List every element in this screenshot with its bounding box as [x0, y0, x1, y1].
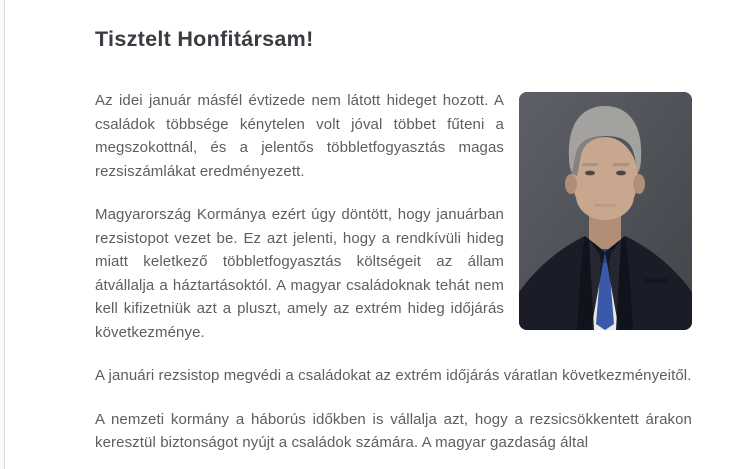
letter-paragraph-2: Magyarország Kormánya ezért úgy döntött, hogy januárban rezsistopot vezet be. Ez azt jelenti, hogy a rendkívüli hideg miatt keletkező többletfogyasztás költségeit az állam átvállalja a háztartásoktól. A magyar családoknak tehát nem kell kifizetniük azt a pluszt, amely az extrém hideg időjárás következménye. [95, 206, 504, 341]
portrait-brow-right [613, 163, 629, 166]
letter-title: Tisztelt Honfitársam! [95, 27, 314, 51]
page-left-border [0, 0, 5, 469]
portrait-eye-left [585, 171, 595, 176]
portrait-photo [519, 92, 692, 330]
portrait-pocket [643, 278, 669, 283]
portrait-illustration [519, 92, 692, 330]
portrait-jaw [576, 172, 634, 220]
portrait-ear-left [565, 174, 577, 194]
portrait-eye-right [616, 171, 626, 176]
letter-paragraph-3: A januári rezsistop megvédi a családokat az extrém időjárás váratlan következményeitől. [95, 367, 692, 384]
letter-paragraph-4: A nemzeti kormány a háborús időkben is vállalja azt, hogy a rezsicsökkentett árakon keresztül biztonságot nyújt a családok számára. A magyar gazdaság által [95, 410, 692, 451]
letter-body [95, 89, 692, 455]
portrait-ear-right [633, 174, 645, 194]
portrait-brow-left [582, 163, 598, 166]
portrait-mouth [594, 204, 616, 207]
letter-paragraph-1: Az idei január másfél évtizede nem látott hideget hozott. A családok többsége kénytelen volt jóval többet fűteni a megszokottnál, és a jelentős többletfogyasztás magas rezsiszámlákat eredményezett. [95, 92, 504, 180]
